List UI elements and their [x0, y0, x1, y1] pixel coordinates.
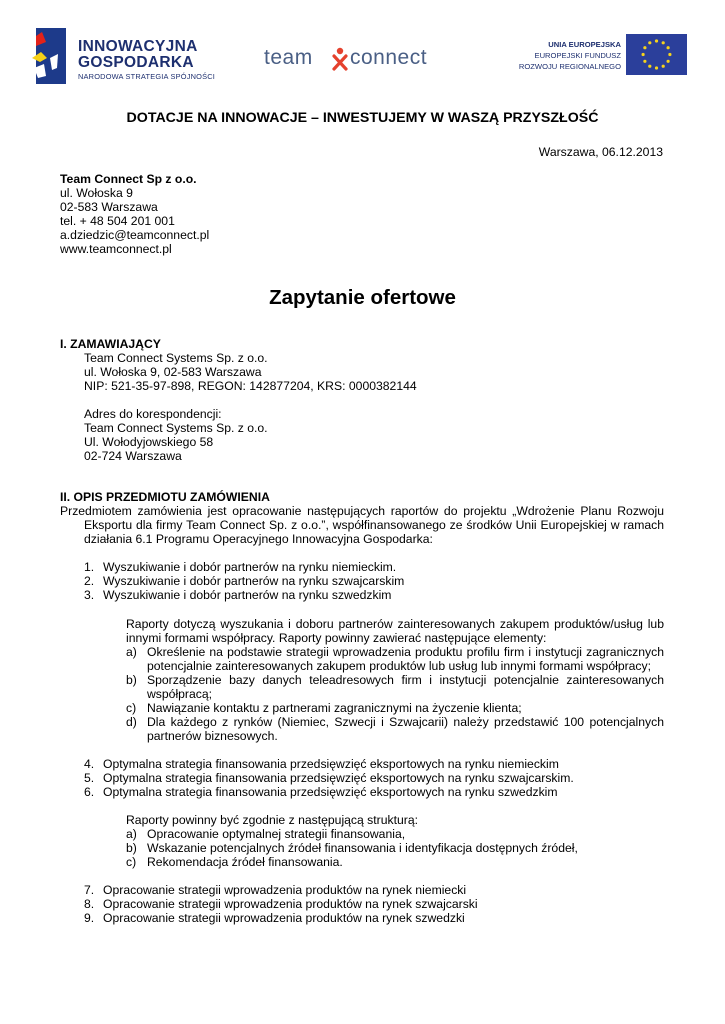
list-item: 6. Optymalna strategia finansowania przedsięwzięć eksportowych na rynku szwedzkim	[84, 785, 558, 799]
structure-list	[126, 827, 664, 869]
intro-line-3: działania 6.1 Programu Operacyjnego Innowacyjna Gospodarka:	[84, 532, 433, 546]
sender-street: ul. Wołoska 9	[60, 186, 133, 200]
list-item: 9. Opracowanie strategii wprowadzenia produktów na rynek szwedzki	[84, 911, 465, 925]
orderer-name: Team Connect Systems Sp. z o.o.	[84, 351, 268, 365]
structure-intro: Raporty powinny być zgodnie z następującą strukturą:	[126, 813, 418, 827]
ig-star-emblem-icon	[32, 28, 68, 84]
ue-logo-line1: UNIA EUROPEJSKA	[548, 40, 621, 49]
tc-logo-left: team	[264, 46, 313, 69]
teamconnect-logo	[264, 46, 464, 76]
sender-website: www.teamconnect.pl	[60, 242, 172, 256]
tc-x-figure-icon	[332, 47, 348, 71]
report-list-2	[84, 757, 644, 799]
correspondence-block	[84, 407, 268, 463]
section-1-title: I. ZAMAWIAJĄCY	[60, 337, 161, 351]
list-item: 4. Optymalna strategia finansowania przedsięwzięć eksportowych na rynku niemieckim	[84, 757, 559, 771]
document-title: DOTACJE NA INNOWACJE – INWESTUJEMY W WASZĄ PRZYSZŁOŚĆ	[126, 110, 599, 126]
reports-description	[126, 617, 664, 645]
sender-block	[60, 172, 209, 256]
section-2-title: II. OPIS PRZEDMIOTU ZAMÓWIENIA	[60, 490, 270, 504]
list-item: 7. Opracowanie strategii wprowadzenia produktów na rynek niemiecki	[84, 883, 467, 897]
report-elements-list	[126, 645, 664, 743]
intro-line-1: Przedmiotem zamówienia jest opracowanie następujących raportów do projektu „Wdrożenie Planu Rozwoju	[60, 504, 664, 518]
innowacyjna-gospodarka-logo	[32, 28, 217, 88]
correspondence-city: 02-724 Warszawa	[84, 449, 182, 463]
correspondence-street: Ul. Wołodyjowskiego 58	[84, 435, 214, 449]
list-item: 8. Opracowanie strategii wprowadzenia produktów na rynek szwajcarski	[84, 897, 478, 911]
report-list-1	[84, 560, 644, 602]
eu-flag-icon	[626, 34, 687, 75]
ig-logo-line3: NARODOWA STRATEGIA SPÓJNOŚCI	[78, 72, 216, 81]
ig-logo-line1: INNOWACYJNA	[78, 38, 198, 55]
sender-phone: tel. + 48 504 201 001	[60, 214, 175, 228]
list-item: a) Określenie na podstawie strategii wprowadzenia produktu profilu firm i instytucji zagranicznych potencjalnie zainteresowanych zakupem produktów lub usług lub innymi formami współpracy;	[126, 645, 664, 673]
list-item: d) Dla każdego z rynków (Niemiec, Szwecji i Szwajcarii) należy przedstawić 100 potencjalnych partnerów biznesowych.	[126, 715, 664, 743]
list-item: 1. Wyszukiwanie i dobór partnerów na rynku niemieckim.	[84, 560, 397, 574]
reports-desc-line-2: innymi formami współpracy. Raporty powinny zawierać następujące elementy:	[126, 631, 547, 645]
document-date: Warszawa, 06.12.2013	[538, 145, 663, 159]
list-item: b) Wskazanie potencjalnych źródeł finansowania i identyfikacja dostępnych źródeł,	[126, 841, 578, 855]
orderer-address: ul. Wołoska 9, 02-583 Warszawa	[84, 365, 262, 379]
list-item: 2. Wyszukiwanie i dobór partnerów na rynku szwajcarskim	[84, 574, 405, 588]
list-item: c) Nawiązanie kontaktu z partnerami zagranicznymi na życzenie klienta;	[126, 701, 522, 715]
correspondence-label: Adres do korespondencji:	[84, 407, 222, 421]
sender-name: Team Connect Sp z o.o.	[60, 172, 197, 186]
list-item: c) Rekomendacja źródeł finansowania.	[126, 855, 343, 869]
orderer-ids: NIP: 521-35-97-898, REGON: 142877204, KRS: 0000382144	[84, 379, 417, 393]
eu-fund-logo	[515, 34, 687, 78]
section-2-intro	[60, 504, 664, 546]
ue-logo-line3: ROZWOJU REGIONALNEGO	[518, 62, 621, 71]
list-item: a) Opracowanie optymalnej strategii finansowania,	[126, 827, 406, 841]
correspondence-name: Team Connect Systems Sp. z o.o.	[84, 421, 268, 435]
intro-line-2: Eksportu dla firmy Team Connect Sp. z o.o.”, współfinansowanego ze środków Unii Europejskiej w ramach	[84, 518, 664, 532]
list-item: 3. Wyszukiwanie i dobór partnerów na rynku szwedzkim	[84, 588, 392, 602]
reports-desc-line-1: Raporty dotyczą wyszukania i doboru partnerów zainteresowanych zakupem produktów/usług lub	[126, 617, 664, 631]
list-item: b) Sporządzenie bazy danych teleadresowych firm i instytucji potencjalnie zainteresowanych współpracą;	[126, 673, 664, 701]
ig-logo-line2: GOSPODARKA	[78, 54, 194, 71]
list-item: 5. Optymalna strategia finansowania przedsięwzięć eksportowych na rynku szwajcarskim.	[84, 771, 574, 785]
sender-email: a.dziedzic@teamconnect.pl	[60, 228, 210, 242]
document-heading: Zapytanie ofertowe	[269, 286, 456, 309]
report-list-3	[84, 883, 644, 925]
orderer-block	[84, 351, 417, 393]
ue-logo-line2: EUROPEJSKI FUNDUSZ	[534, 51, 621, 60]
sender-city: 02-583 Warszawa	[60, 200, 158, 214]
tc-logo-right: connect	[350, 46, 428, 69]
